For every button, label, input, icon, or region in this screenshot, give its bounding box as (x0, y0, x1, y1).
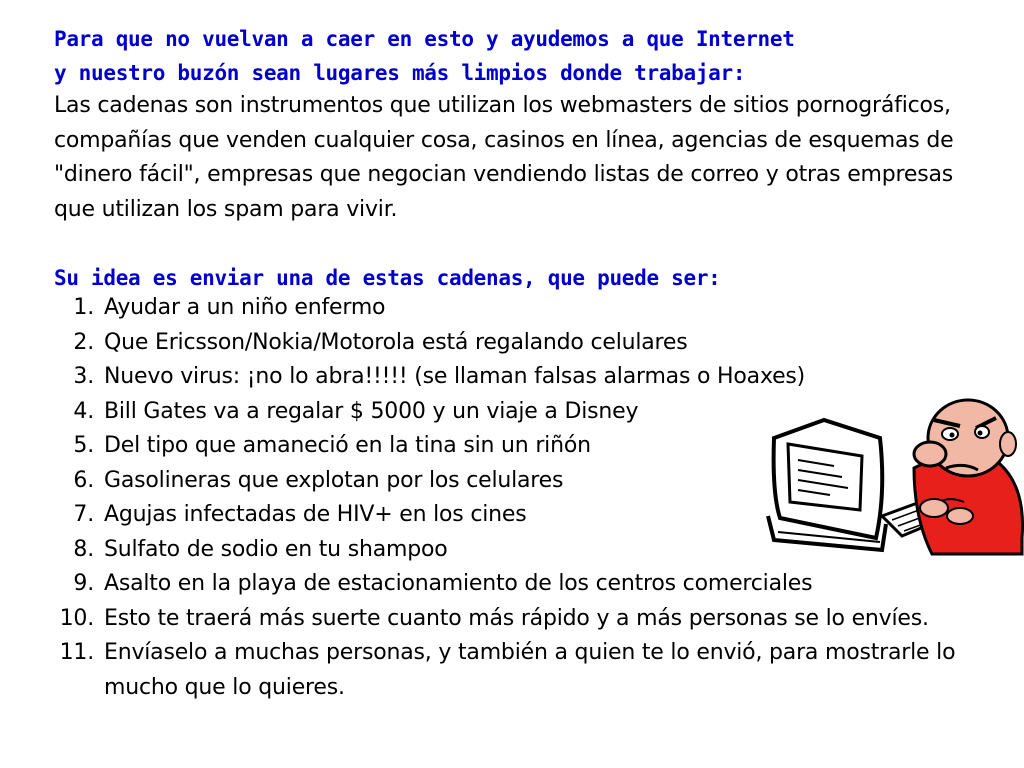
list-item (54, 602, 1014, 637)
heading-line-2: y nuestro buzón sean lugares más limpios donde trabajar: (54, 61, 746, 85)
list-text: Envíaselo a muchas personas, y también a quien te lo envió, para mostrarle lo mucho que lo quieres. (104, 640, 956, 700)
list-number: 8. (73, 536, 94, 562)
intro-paragraph: Las cadenas son instrumentos que utilizan los webmasters de sitios pornográficos, compañías que venden cualquier cosa, casinos en línea, agencias de esquemas de "dinero fácil", empresas que negocian vendiendo listas de correo y otras empresas que utilizan los spam para vivir. (54, 93, 954, 222)
list-text: Nuevo virus: ¡no lo abra!!!!! (se llaman falsas alarmas o Hoaxes) (104, 364, 806, 389)
list-number: 2. (73, 329, 94, 355)
list-number: 7. (73, 502, 94, 527)
list-number: 11. (59, 640, 94, 665)
list-number: 4. (73, 398, 94, 424)
heading-line-1: Para que no vuelvan a caer en esto y ayudemos a que Internet (54, 27, 795, 51)
list-text: Del tipo que amaneció en la tina sin un riñón (104, 433, 591, 458)
list-number: 9. (73, 571, 94, 596)
list-text: Sulfato de sodio en tu shampoo (104, 536, 448, 562)
list-text: Asalto en la playa de estacionamiento de los centros comerciales (104, 571, 813, 596)
list-item (54, 360, 1014, 395)
list-item (54, 636, 1014, 705)
idea-heading: Su idea es enviar una de estas cadenas, que puede ser: (54, 266, 721, 290)
list-text: Que Ericsson/Nokia/Motorola está regalando celulares (104, 329, 688, 355)
list-number: 3. (73, 364, 94, 389)
monitor-icon (768, 420, 886, 550)
list-number: 6. (73, 467, 94, 493)
list-number: 1. (73, 295, 94, 320)
list-number: 5. (73, 433, 94, 458)
list-text: Ayudar a un niño enfermo (104, 295, 386, 320)
list-number: 10. (59, 605, 94, 631)
angry-man-at-computer-icon (764, 398, 1024, 556)
list-item (54, 326, 1014, 361)
list-text: Bill Gates va a regalar $ 5000 y un viaje a Disney (104, 398, 639, 424)
list-text: Gasolineras que explotan por los celulares (104, 467, 564, 493)
list-text: Esto te traerá más suerte cuanto más rápido y a más personas se lo envíes. (104, 605, 929, 631)
list-item (54, 567, 1014, 602)
list-text: Agujas infectadas de HIV+ en los cines (104, 502, 527, 527)
list-item (54, 291, 1014, 326)
